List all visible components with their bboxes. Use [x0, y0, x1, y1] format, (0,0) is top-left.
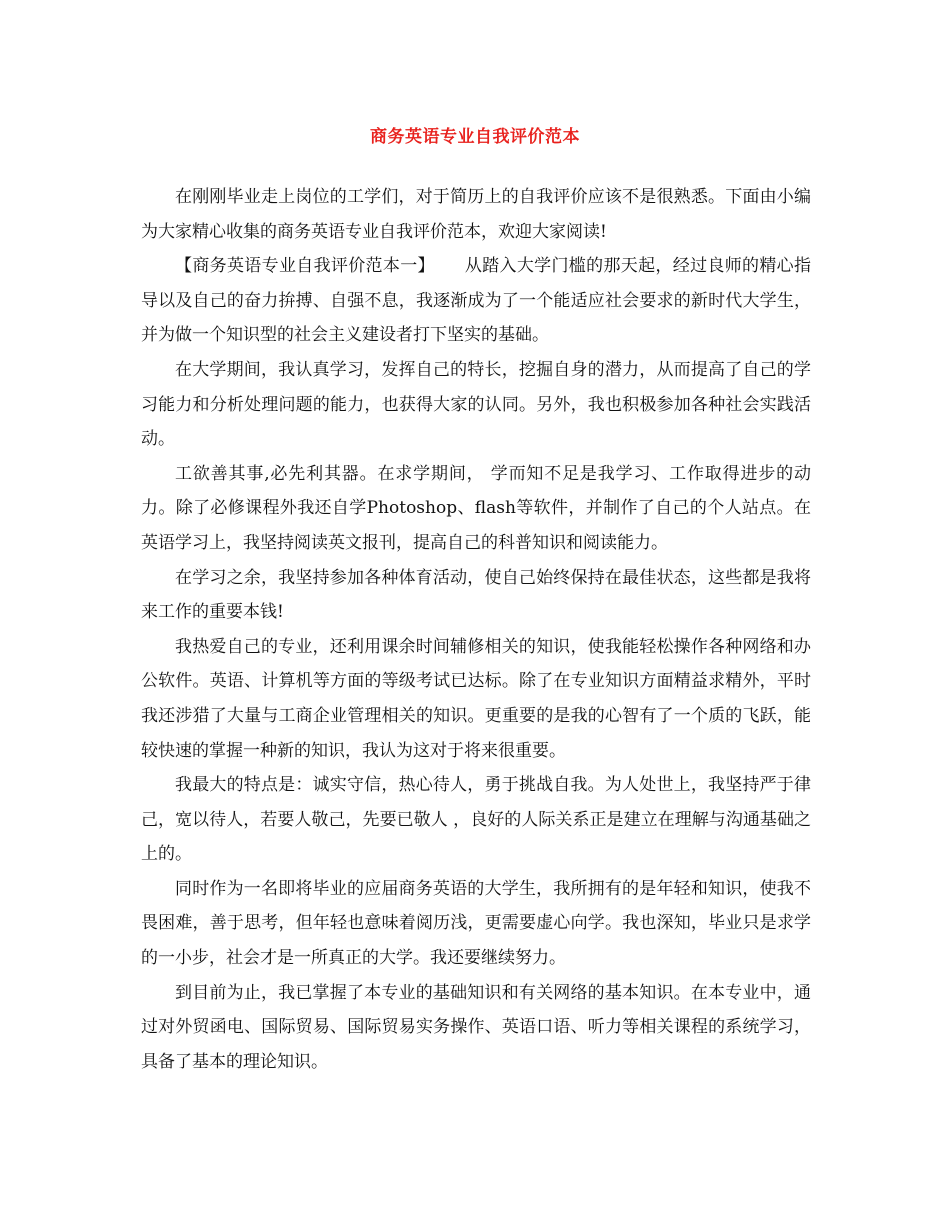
body-paragraph: 在学习之余，我坚持参加各种体育活动，使自己始终保持在最佳状态，这些都是我将来工作的重要本钱! [141, 567, 811, 623]
body-paragraph: 到目前为止，我已掌握了本专业的基础知识和有关网络的基本知识。在本专业中，通过对外贸函电、国际贸易、国际贸易实务操作、英语口语、听力等相关课程的系统学习，具备了基本的理论知识。 [141, 982, 811, 1072]
document-title: 商务英语专业自我评价范本 [370, 127, 580, 147]
section-heading: 【商务英语专业自我评价范本一】 [175, 256, 435, 277]
section-first-paragraph-text: 从踏入大学门槛的那天起，经过良师的精心指导以及自己的奋力拚搏、自强不息，我逐渐成为了一个能适应社会要求的新时代大学生，并为做一个知识型的社会主义建设者打下坚实的基础。 [141, 256, 812, 346]
body-paragraph: 我热爱自己的专业，还利用课余时间辅修相关的知识，使我能轻松操作各种网络和办公软件。英语、计算机等方面的等级考试已达标。除了在专业知识方面精益求精外，平时我还涉猎了大量与工商企业管理相关的知识。更重要的是我的心智有了一个质的飞跃，能较快速的掌握一种新的知识，我认为这对于将来很重要。 [141, 636, 811, 761]
document-body [141, 180, 811, 1079]
intro-paragraph: 在刚刚毕业走上岗位的工学们，对于简历上的自我评价应该不是很熟悉。下面由小编为大家精心收集的商务英语专业自我评价范本，欢迎大家阅读! [141, 187, 811, 242]
body-paragraph: 同时作为一名即将毕业的应届商务英语的大学生，我所拥有的是年轻和知识，使我不畏困难，善于思考，但年轻也意味着阅历浅，更需要虚心向学。我也深知，毕业只是求学的一小步，社会才是一所真正的大学。我还要继续努力。 [141, 878, 811, 969]
section-first-paragraph [141, 249, 811, 353]
body-paragraph: 在大学期间，我认真学习，发挥自己的特长，挖掘自身的潜力，从而提高了自己的学习能力和分析处理问题的能力，也获得大家的认同。另外，我也积极参加各种社会实践活动。 [141, 359, 811, 450]
body-paragraph: 工欲善其事,必先利其器。在求学期间， 学而知不足是我学习、工作取得进步的动力。除了必修课程外我还自学Photoshop、flash等软件，并制作了自己的个人站点。在英语学习上，我坚持阅读英文报刊，提高自己的科普知识和阅读能力。 [141, 463, 811, 553]
body-paragraph: 我最大的特点是：诚实守信，热心待人，勇于挑战自我。为人处世上，我坚持严于律己，宽以待人，若要人敬己，先要已敬人 ，良好的人际关系正是建立在理解与沟通基础之上的。 [141, 775, 811, 865]
